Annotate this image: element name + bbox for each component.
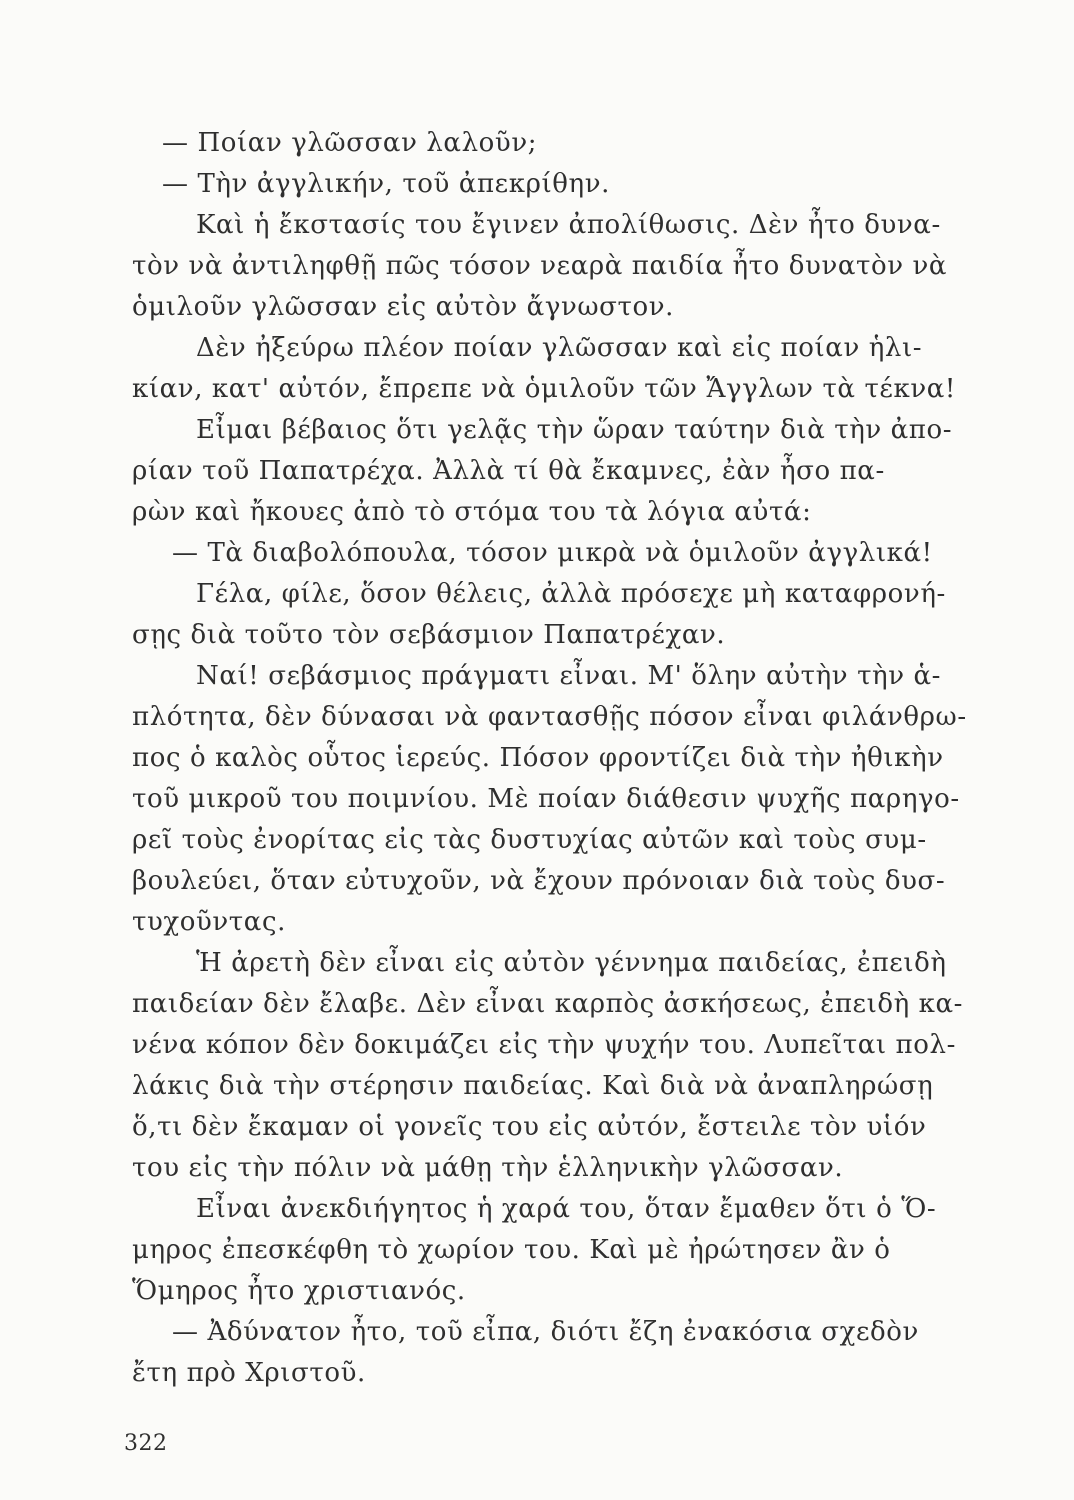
text-line: τοῦ μικροῦ του ποιμνίου. Μὲ ποίαν διάθεσιν ψυχῆς παρηγο-	[132, 784, 960, 814]
text-line: λάκις διὰ τὴν στέρησιν παιδείας. Καὶ διὰ νὰ ἀναπληρώσῃ	[132, 1071, 934, 1101]
text-line: ἔτη πρὸ Χριστοῦ.	[132, 1358, 366, 1388]
text-line: Ὅμηρος ἦτο χριστιανός.	[132, 1276, 466, 1306]
text-line: πλότητα, δὲν δύνασαι νὰ φαντασθῇς πόσον εἶναι φιλάνθρω-	[132, 702, 967, 732]
text-line: Εἶμαι βέβαιος ὅτι γελᾷς τὴν ὥραν ταύτην διὰ τὴν ἀπο-	[196, 415, 953, 445]
text-line: — Τὰ διαβολόπουλα, τόσον μικρὰ νὰ ὁμιλοῦν ἀγγλικά!	[172, 538, 933, 568]
text-line: ρίαν τοῦ Παπατρέχα. Ἀλλὰ τί θὰ ἔκαμνες, ἐὰν ἦσο πα-	[132, 456, 885, 486]
text-line: Ναί! σεβάσμιος πράγματι εἶναι. Μ' ὅλην αὐτὴν τὴν ἁ-	[196, 661, 942, 691]
text-line: πος ὁ καλὸς οὗτος ἱερεύς. Πόσον φροντίζει διὰ τὴν ἠθικὴν	[132, 743, 944, 773]
text-line: παιδείαν δὲν ἔλαβε. Δὲν εἶναι καρπὸς ἀσκήσεως, ἐπειδὴ κα-	[132, 989, 964, 1019]
text-line: — Ἀδύνατον ἦτο, τοῦ εἶπα, διότι ἔζη ἐνακόσια σχεδὸν	[172, 1317, 919, 1347]
text-line: ρεῖ τοὺς ἐνορίτας εἰς τὰς δυστυχίας αὐτῶν καὶ τοὺς συμ-	[132, 825, 927, 855]
text-line: ρὼν καὶ ἤκουες ἀπὸ τὸ στόμα του τὰ λόγια αὐτά:	[132, 497, 812, 527]
text-line: τυχοῦντας.	[132, 907, 286, 937]
text-line: — Ποίαν γλῶσσαν λαλοῦν;	[162, 128, 538, 158]
text-line: νένα κόπον δὲν δοκιμάζει εἰς τὴν ψυχήν του. Λυπεῖται πολ-	[132, 1030, 956, 1060]
text-line: τὸν νὰ ἀντιληφθῇ πῶς τόσον νεαρὰ παιδία ἦτο δυνατὸν νὰ	[132, 251, 948, 281]
text-line: βουλεύει, ὅταν εὐτυχοῦν, νὰ ἔχουν πρόνοιαν διὰ τοὺς δυσ-	[132, 866, 946, 896]
text-line: μηρος ἐπεσκέφθη τὸ χωρίον του. Καὶ μὲ ἠρώτησεν ἂν ὁ	[132, 1235, 891, 1265]
text-line: κίαν, κατ' αὐτόν, ἔπρεπε νὰ ὁμιλοῦν τῶν Ἄγγλων τὰ τέκνα!	[132, 374, 956, 404]
text-line: Γέλα, φίλε, ὅσον θέλεις, ἀλλὰ πρόσεχε μὴ καταφρονή-	[196, 579, 946, 609]
text-line: Δὲν ἠξεύρω πλέον ποίαν γλῶσσαν καὶ εἰς ποίαν ἡλι-	[196, 333, 923, 363]
text-line: Εἶναι ἀνεκδιήγητος ἡ χαρά του, ὅταν ἔμαθεν ὅτι ὁ Ὅ-	[196, 1194, 937, 1224]
text-line: ὅ,τι δὲν ἔκαμαν οἱ γονεῖς του εἰς αὐτόν, ἔστειλε τὸν υἱόν	[132, 1112, 927, 1142]
text-line: του εἰς τὴν πόλιν νὰ μάθῃ τὴν ἑλληνικὴν γλῶσσαν.	[132, 1153, 844, 1183]
text-line: σῃς διὰ τοῦτο τὸν σεβάσμιον Παπατρέχαν.	[132, 620, 726, 650]
text-line: Ἡ ἀρετὴ δὲν εἶναι εἰς αὐτὸν γέννημα παιδείας, ἐπειδὴ	[196, 948, 947, 978]
text-line: Καὶ ἡ ἔκστασίς του ἔγινεν ἀπολίθωσις. Δὲν ἦτο δυνα-	[196, 210, 941, 240]
page-number: 322	[124, 1431, 168, 1456]
text-line: ὁμιλοῦν γλῶσσαν εἰς αὐτὸν ἄγνωστον.	[132, 292, 675, 322]
text-line: — Τὴν ἀγγλικήν, τοῦ ἀπεκρίθην.	[162, 169, 610, 199]
